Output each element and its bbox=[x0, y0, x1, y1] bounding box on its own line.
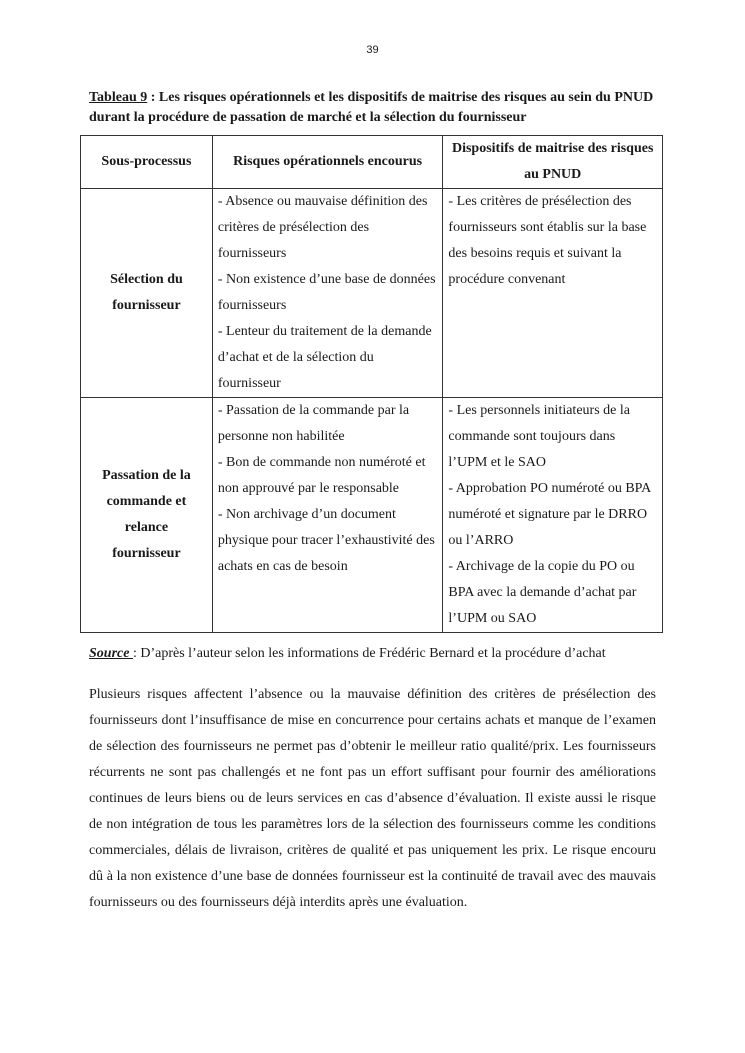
header-subprocess: Sous-processus bbox=[81, 136, 213, 189]
risk-item: - Absence ou mauvaise définition des critères de présélection des fournisseurs bbox=[217, 194, 428, 261]
risk-item: - Non existence d’une base de données fournisseurs bbox=[217, 272, 436, 313]
risk-item: - Passation de la commande par la personne non habilitée bbox=[217, 403, 410, 444]
body-paragraph: Plusieurs risques affectent l’absence ou la mauvaise définition des critères de présélection des fournisseurs dont l’insuffisance de mise en concurrence pour certains achats et manque de l’examen de sélection des fournisseurs ne permet pas d’obtenir le meilleur ratio qualité/prix. Les fournisseurs récurrents ne sont pas challengés et ne font pas un effort suffisant pour fournir des améliorations continues de leurs biens ou de leurs services en cas d’absence d’évaluation. Il existe aussi le risque de non intégration de tous les paramètres lors de la sélection des fournisseurs comme les conditions commerciales, délais de livraison, critères de qualité et pas uniquement les prix. Le risque encouru dû à la non existence d’une base de données fournisseur est la continuité de travail avec des mauvais fournisseurs ou des fournisseurs déjà interdits après une évaluation. bbox=[89, 687, 656, 910]
table-header-row bbox=[81, 136, 663, 189]
header-controls: Dispositifs de maitrise des risques au PNUD bbox=[443, 136, 663, 189]
table-caption-text: : Les risques opérationnels et les dispositifs de maitrise des risques au sein du PNUD durant la procédure de passation de marché et la sélection du fournisseur bbox=[89, 90, 654, 125]
table-row bbox=[81, 189, 663, 398]
source-label: Source bbox=[89, 646, 133, 661]
page-number: 39 bbox=[366, 44, 379, 56]
source-text: : D’après l’auteur selon les informations de Frédéric Bernard et la procédure d’achat bbox=[132, 646, 606, 661]
risk-item: - Lenteur du traitement de la demande d’achat et de la sélection du fournisseur bbox=[217, 324, 432, 391]
control-item: - Archivage de la copie du PO ou BPA avec la demande d’achat par l’UPM ou SAO bbox=[448, 559, 637, 626]
table-row bbox=[81, 398, 663, 633]
risks-cell bbox=[212, 398, 443, 633]
risks-cell bbox=[212, 189, 443, 398]
subprocess-cell: Passation de la commande et relance fournisseur bbox=[81, 398, 213, 633]
control-item: - Les personnels initiateurs de la commande sont toujours dans l’UPM et le SAO bbox=[448, 403, 630, 470]
risk-item: - Bon de commande non numéroté et non approuvé par le responsable bbox=[217, 455, 426, 496]
table-caption-label: Tableau 9 bbox=[89, 90, 148, 105]
control-item: - Les critères de présélection des fournisseurs sont établis sur la base des besoins requis et suivant la procédure convenant bbox=[448, 194, 647, 287]
subprocess-cell: Sélection du fournisseur bbox=[81, 189, 213, 398]
controls-cell bbox=[443, 189, 663, 398]
controls-cell bbox=[443, 398, 663, 633]
risk-item: - Non archivage d’un document physique pour tracer l’exhaustivité des achats en cas de besoin bbox=[217, 507, 435, 574]
control-item: - Approbation PO numéroté ou BPA numéroté et signature par le DRRO ou l’ARRO bbox=[448, 481, 651, 548]
source-note bbox=[89, 644, 664, 664]
risk-table bbox=[80, 135, 663, 633]
table-caption bbox=[89, 88, 664, 128]
header-risks: Risques opérationnels encourus bbox=[212, 136, 443, 189]
